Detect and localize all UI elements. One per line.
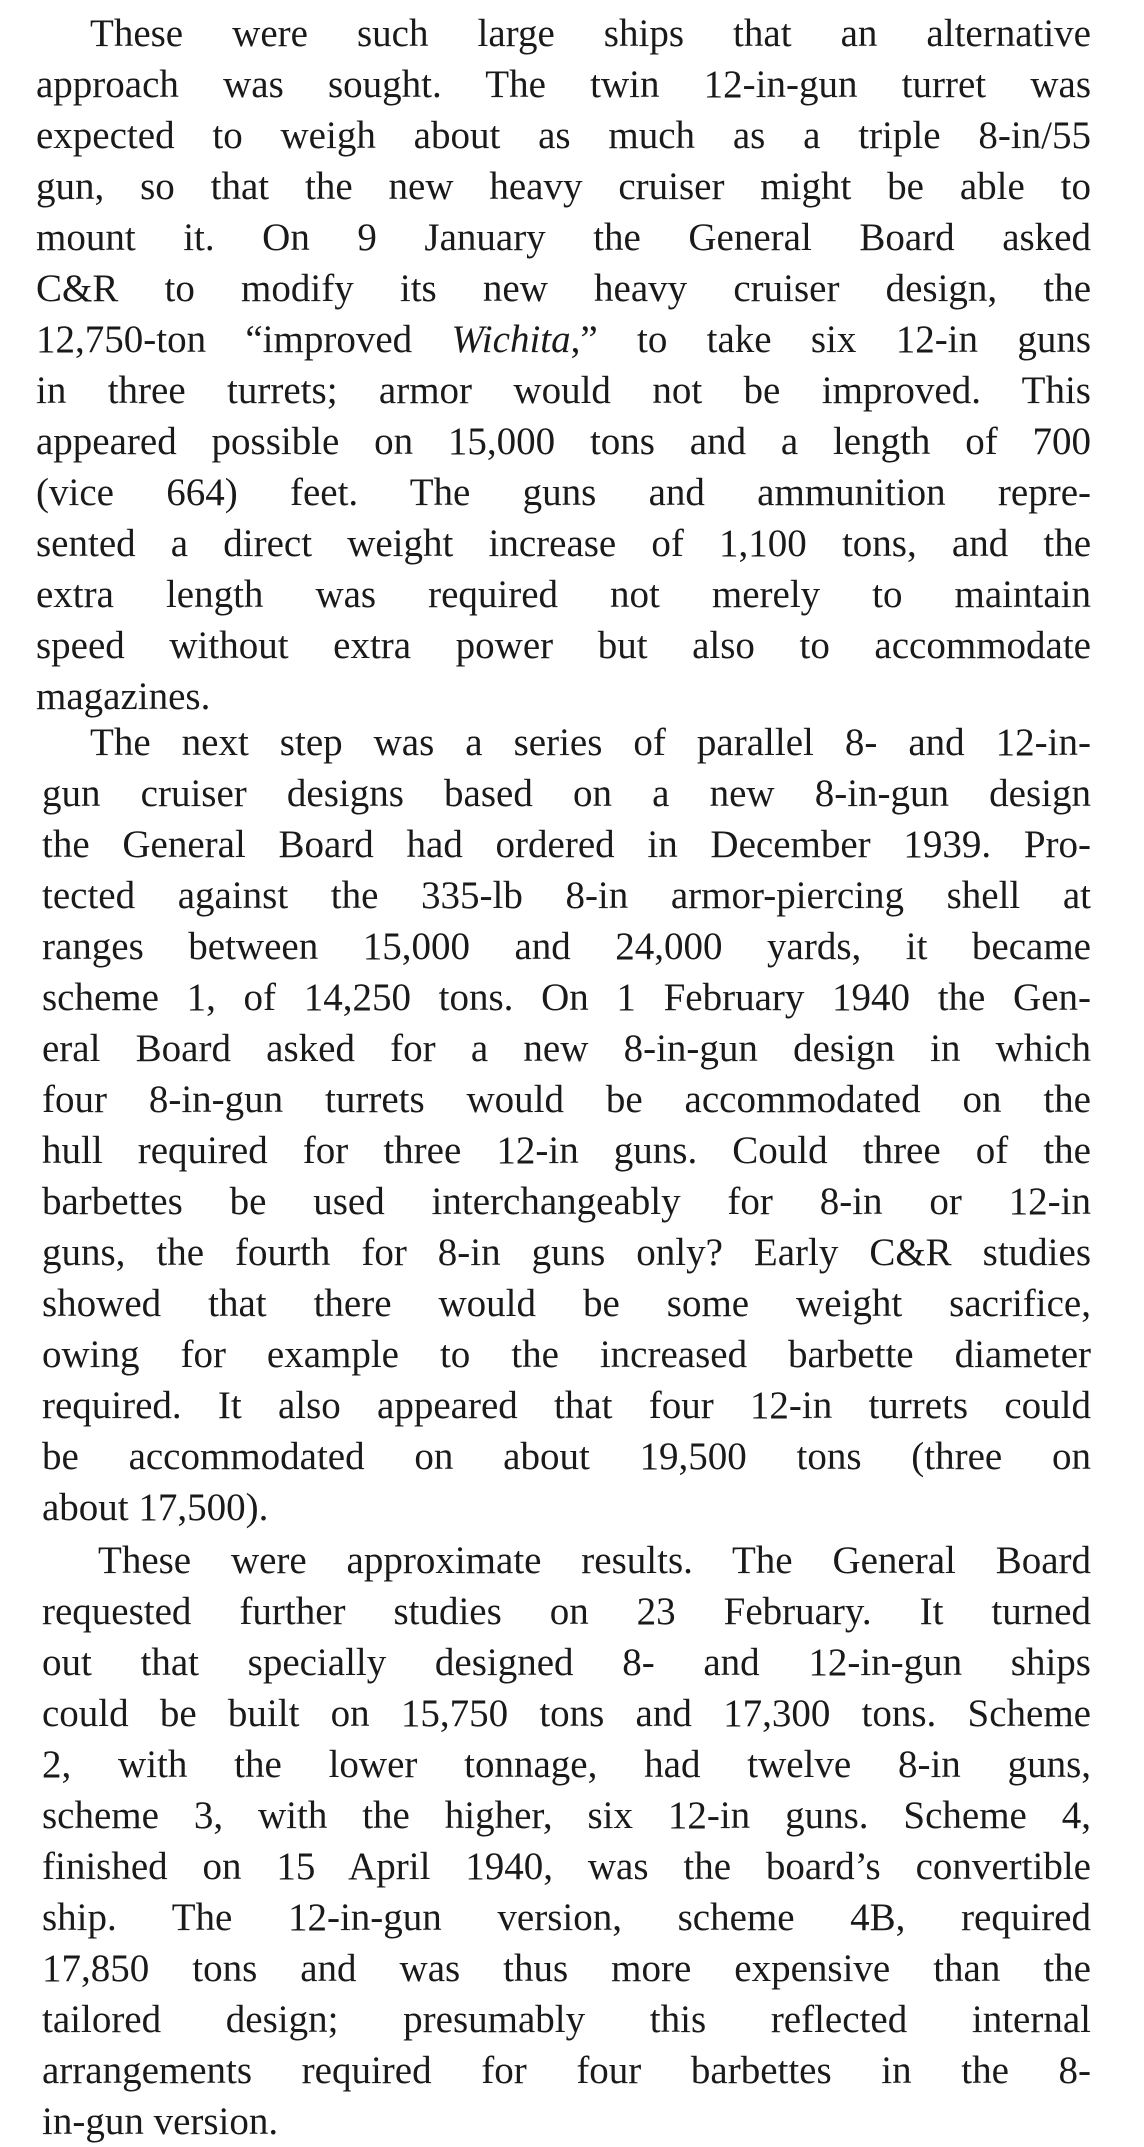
- text-line: scheme 3, with the higher, six 12-in guns. Scheme 4,: [42, 1794, 1091, 1837]
- text-line: ship. The 12-in-gun version, scheme 4B, required: [42, 1896, 1091, 1939]
- text-line: These were such large ships that an alternative: [90, 12, 1091, 55]
- text-line: extra length was required not merely to maintain: [36, 573, 1091, 616]
- text-line: tected against the 335-lb 8-in armor-piercing shell at: [42, 874, 1091, 917]
- text-line: The next step was a series of parallel 8- and 12-in-: [90, 721, 1091, 764]
- text-line: These were approximate results. The General Board: [98, 1539, 1091, 1582]
- text-line: showed that there would be some weight sacrifice,: [42, 1282, 1091, 1325]
- text-line: out that specially designed 8- and 12-in-gun ships: [42, 1641, 1091, 1684]
- text-line: magazines.: [36, 675, 211, 718]
- text-line: finished on 15 April 1940, was the board’s convertible: [42, 1845, 1091, 1888]
- text-line: eral Board asked for a new 8-in-gun design in which: [42, 1027, 1091, 1070]
- text-line: gun, so that the new heavy cruiser might be able to: [36, 165, 1091, 208]
- text-line: in-gun version.: [42, 2100, 279, 2143]
- text-line: guns, the fourth for 8-in guns only? Early C&R studies: [42, 1231, 1091, 1274]
- text-line: appeared possible on 15,000 tons and a length of 700: [36, 420, 1091, 463]
- text-line: owing for example to the increased barbette diameter: [42, 1333, 1091, 1376]
- text-line: 12,750-ton “improved Wichita,” to take six 12-in guns: [36, 318, 1091, 361]
- text-line: arrangements required for four barbettes in the 8-: [42, 2049, 1091, 2092]
- text-line: approach was sought. The twin 12-in-gun turret was: [36, 63, 1091, 106]
- text-line: expected to weigh about as much as a triple 8-in/55: [36, 114, 1091, 157]
- text-line: about 17,500).: [42, 1486, 269, 1529]
- text-line: scheme 1, of 14,250 tons. On 1 February 1940 the Gen-: [42, 976, 1091, 1019]
- paragraph-2: [36, 717, 1091, 1533]
- text-line: be accommodated on about 19,500 tons (three on: [42, 1435, 1091, 1478]
- text-line: requested further studies on 23 February. It turned: [42, 1590, 1091, 1633]
- text-line: mount it. On 9 January the General Board asked: [36, 216, 1091, 259]
- text-line: C&R to modify its new heavy cruiser design, the: [36, 267, 1091, 310]
- text-line: the General Board had ordered in December 1939. Pro-: [42, 823, 1091, 866]
- text-line: could be built on 15,750 tons and 17,300 tons. Scheme: [42, 1692, 1091, 1735]
- paragraph-1: [36, 8, 1091, 722]
- text-line: speed without extra power but also to accommodate: [36, 624, 1091, 667]
- italic-ship-name: Wichita: [451, 318, 571, 361]
- text-line: 17,850 tons and was thus more expensive than the: [42, 1947, 1091, 1990]
- paragraph-3: [36, 1535, 1091, 2147]
- text-line: 2, with the lower tonnage, had twelve 8-in guns,: [42, 1743, 1091, 1786]
- text-line: required. It also appeared that four 12-in turrets could: [42, 1384, 1091, 1427]
- text-line: barbettes be used interchangeably for 8-in or 12-in: [42, 1180, 1091, 1223]
- text-line: sented a direct weight increase of 1,100 tons, and the: [36, 522, 1091, 565]
- text-line: gun cruiser designs based on a new 8-in-gun design: [42, 772, 1091, 815]
- text-line: tailored design; presumably this reflected internal: [42, 1998, 1091, 2041]
- text-line: hull required for three 12-in guns. Could three of the: [42, 1129, 1091, 1172]
- text-line: ranges between 15,000 and 24,000 yards, it became: [42, 925, 1091, 968]
- text-line: (vice 664) feet. The guns and ammunition repre-: [36, 471, 1091, 514]
- text-line: in three turrets; armor would not be improved. This: [36, 369, 1091, 412]
- text-line: four 8-in-gun turrets would be accommodated on the: [42, 1078, 1091, 1121]
